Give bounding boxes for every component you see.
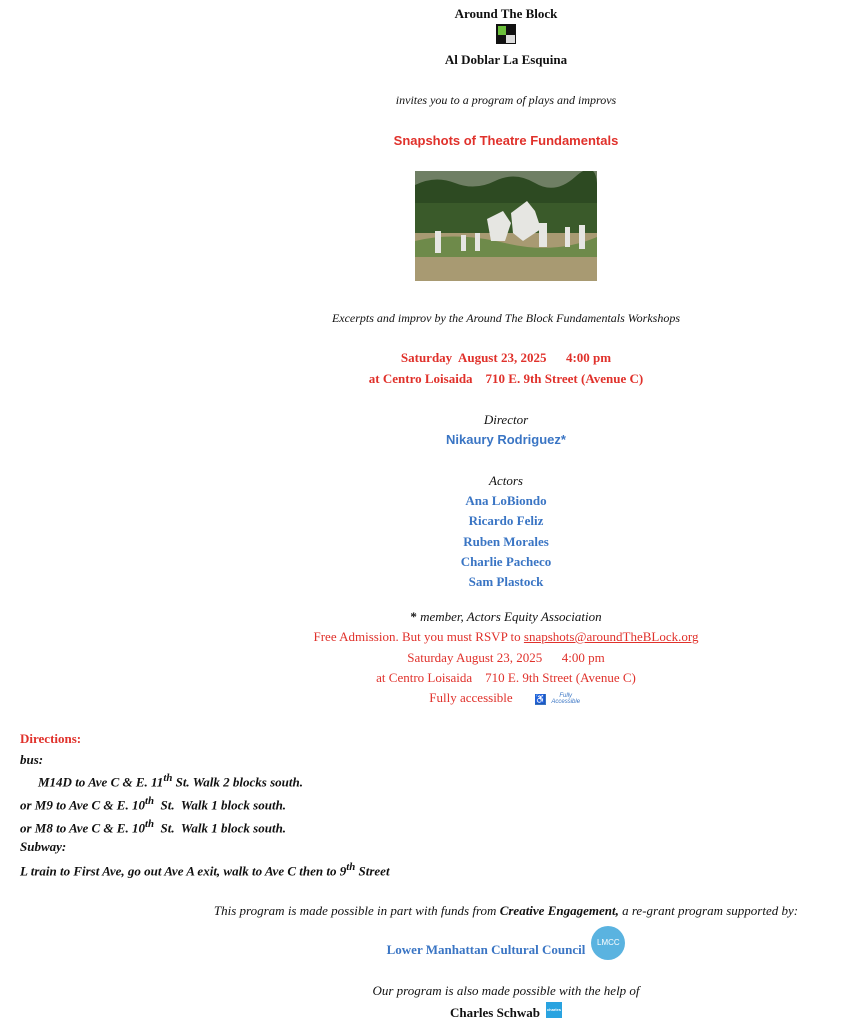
route-ordinal: th	[163, 772, 173, 784]
wheelchair-icon: ♿ Fully Accessible	[535, 693, 583, 705]
actor-name: Ricardo Feliz	[468, 513, 544, 528]
subway-label: Subway:	[20, 839, 67, 854]
actor-name: Ruben Morales	[463, 534, 549, 549]
footnote-star: *	[410, 609, 417, 624]
funding-post: a re-grant program supported by:	[618, 903, 799, 918]
footnote-text: member, Actors Equity Association	[416, 609, 602, 624]
sponsor-text: Our program is also made possible with the help of	[372, 983, 640, 998]
actor-name: Sam Plastock	[468, 574, 544, 589]
program-title: Snapshots of Theatre Fundamentals	[393, 133, 619, 148]
route-text: L train to First Ave, go out Ave A exit, walk to Ave C then to 9	[20, 863, 347, 879]
funding-pre: This program is made possible in part with funds from	[213, 903, 500, 918]
org-name-spanish: Al Doblar La Esquina	[444, 52, 568, 67]
bus-route-m8	[20, 818, 286, 836]
equity-footnote	[0, 609, 852, 625]
accessibility-text: Fully accessible	[429, 690, 513, 705]
route-text: St. Walk 1 block south.	[153, 820, 287, 836]
bus-route-m14d	[38, 772, 303, 790]
route-ordinal: th	[144, 795, 154, 807]
accessibility-line	[0, 690, 852, 706]
sponsor-name: Charles Schwab	[450, 1005, 540, 1020]
schwab-logo: charles schwab	[546, 1002, 562, 1018]
director-heading: Director	[483, 412, 529, 427]
route-text: M14D to Ave C & E. 11	[38, 774, 164, 790]
route-text: Street	[355, 863, 390, 879]
route-text: or M9 to Ave C & E. 10	[20, 797, 145, 813]
route-ordinal: th	[144, 818, 154, 830]
rsvp-line	[0, 629, 852, 645]
event-location: at Centro Loisaida 710 E. 9th Street (Avenue C)	[368, 371, 644, 386]
rsvp-location: at Centro Loisaida 710 E. 9th Street (Avenue C)	[376, 670, 636, 685]
route-text: St. Walk 1 block south.	[153, 797, 287, 813]
rsvp-date-time: Saturday August 23, 2025 4:00 pm	[407, 650, 605, 665]
sculpture-garden-photo	[415, 171, 597, 281]
funding-text	[0, 903, 852, 919]
bus-route-m9	[20, 795, 286, 813]
funding-grant-name: Creative Engagement,	[499, 903, 619, 918]
invite-text: invites you to a program of plays and improvs	[395, 93, 617, 107]
accessible-icon-text: Fully Accessible	[551, 693, 581, 706]
lmcc-logo: LMCC	[591, 926, 625, 960]
event-date-time: Saturday August 23, 2025 4:00 pm	[400, 350, 612, 365]
rsvp-email-link[interactable]: snapshots@aroundTheBLock.org	[523, 629, 699, 644]
director-name: Nikaury Rodriguez*	[446, 432, 566, 447]
actors-heading: Actors	[489, 473, 523, 488]
excerpts-text: Excerpts and improv by the Around The Block Fundamentals Workshops	[331, 311, 681, 325]
directions-heading: Directions:	[20, 731, 82, 746]
council-line	[0, 934, 852, 968]
route-ordinal: th	[346, 861, 356, 873]
actor-name: Ana LoBiondo	[465, 493, 547, 508]
org-logo	[496, 24, 516, 44]
rsvp-text: Free Admission. But you must RSVP to	[313, 629, 524, 644]
route-text: St. Walk 2 blocks south.	[172, 774, 303, 790]
bus-label: bus:	[20, 752, 44, 767]
council-name: Lower Manhattan Cultural Council	[386, 941, 586, 957]
route-text: or M8 to Ave C & E. 10	[20, 820, 145, 836]
actor-name: Charlie Pacheco	[460, 554, 552, 569]
subway-route	[20, 861, 390, 879]
org-name: Around The Block	[454, 6, 558, 21]
sponsor-line	[0, 1005, 852, 1029]
